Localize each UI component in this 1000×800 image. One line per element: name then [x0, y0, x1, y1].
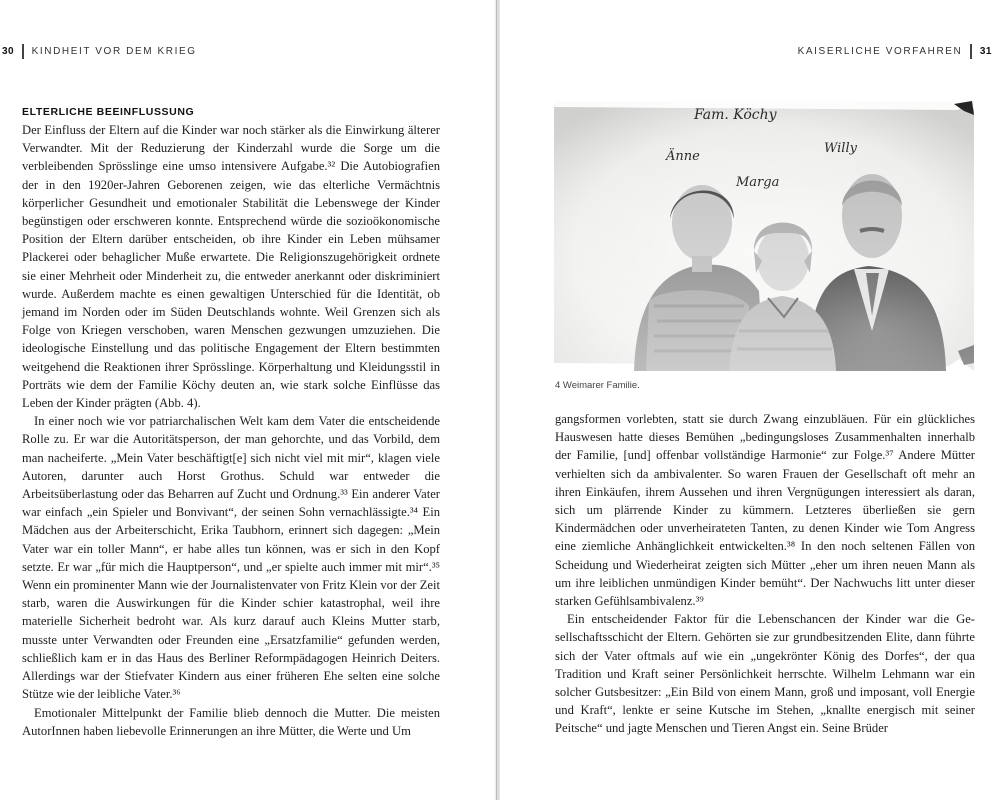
handwritten-label-family: Fam. Köchy [694, 107, 777, 123]
left-page-body [22, 103, 440, 740]
family-photo-image [554, 101, 974, 371]
gutter-line [496, 0, 497, 800]
right-page-header [798, 44, 992, 59]
right-page-body [555, 410, 975, 738]
section-heading: ELTERLICHE BEEINFLUSSUNG [22, 106, 195, 118]
running-title: KINDHEIT VOR DEM KRIEG [31, 46, 197, 57]
left-page-header [2, 44, 197, 59]
page-number: 31 [979, 46, 992, 57]
paragraph: In einer noch wie vor patriarchalischen Welt kam dem Vater die entscheidende Rolle zu. Er war die Autoritätsperson, der man gehorchte, und das Vorbild, dem man nacheiferte. „Mein Vater beschäftigt[e] sich nicht viel mit mir“, klagen viele Autoren, darunter auch Horst Grothus. Schuld war entweder die Arbeitsüberlastung oder das Beharren auf Zucht und Ordnung.³³ Ein anderer Vater war einfach „ein Spieler und Bonvivant“, der seinen Sohn vernachlässigte.³⁴ Ein Mädchen aus der Arbeiterschicht, Erika Taubhorn, erinnert sich dagegen: „Mein Vater war ein toller Mann“, er habe alles tun können, was er sich in den Kopf setzte. Er war „für mich die Hauptperson“, und „er spielte auch immer mit mir“.³⁵ Wenn ein prominenter Mann wie der Journalistenvater von Fritz Klein vor der Zeit starb, waren die Auswirkungen für die Kinder schier katastrophal, weil ihre materielle Sicherheit bedroht war. Als kurz darauf auch Kleins Mutter starb, musste unter Verwandten oder Freunden eine „Ersatzfamilie“ gefunden werden, schließlich kam er in das Haus des Berliner Reformpädagogen Heinrich Deiters. Allerdings war der Stiefvater Kindern aus einer früheren Ehe selten eine solche Stütze wie der leibliche Vater.³⁶ [22, 414, 440, 702]
page-number: 30 [2, 46, 15, 57]
paragraph: gangsformen vorlebten, statt sie durch Zwang einzubläuen. Für ein glückliches Hauswesen hatte dieses Bemühen „bedingungsloses Zusammenhalten innerhalb der Familie, [und] offenbar vollständige Harmonie“ zur Folge.³⁷ Andere Mütter verhielten sich da ambivalenter. So waren Frauen der Gesellschaft oft mehr an ihren Einkäufen, ihrem Aussehen und ihren Vergnügungen interessiert als daran, sich um plärrende Kinder zu kümmern. Letzteres überließen sie gern Kindermädchen oder unverheirateten Tanten, zu denen Kinder wie Tom Angress eine ziemliche Anhänglichkeit entwickelten.³⁸ In den noch seltenen Fällen von Scheidung und Wiederheirat zeigten sich Mütter „eher um ihren neuen Mann als um ihre leiblichen unmündigen Kinder bemüht“. Der Nachwuchs litt unter dieser starken Gefühlsambivalenz.³⁹ [555, 412, 975, 609]
right-page [500, 0, 1000, 800]
handwritten-label-father: Willy [824, 141, 857, 156]
left-page [0, 0, 496, 800]
family-photograph [554, 101, 974, 371]
paragraph: Der Einfluss der Eltern auf die Kinder war noch stärker als die Einwirkung älterer Verwandter. Mit der Reduzierung der Kinderzahl wurde die Sorge um die verbleibenden Sprösslinge eine umso intensivere Aufgabe.³² Die Autobiografien der in den 1920er-Jahren Geborenen zeigen, wie das elterliche Vermächtnis körperlicher Gesundheit und emotionaler Stabilität die Lebenswege der Kinder begünstigen oder erschweren konnte. Entsprechend würde die sozioökonomische Position der Eltern darüber entscheiden, ob ihre Kinder ein Leben mühsamer Plackerei oder behaglicher Muße erwartete. Die Religionszugehörigkeit ordnete sie einer Mehrheit oder Minderheit zu, die entweder anerkannt oder diskriminiert wurde. Außerdem machte es einen gewaltigen Unterschied für die Identität, ob jemand im Norden oder im Süden Deutschlands wohnte. Weil Grenzen sich als Folge von Kriegen verschoben, waren Menschen gezwungen umzuziehen. Die ideologische Einstellung und das politische Engagement der Eltern bestimmten weitgehend die Reaktionen ihrer Sprösslinge. Körperhaltung und Kleidungsstil in Porträts wie dem der Familie Köchy deuten an, wie stark solche Einflüsse das Leben der Kinder prägten (Abb. 4). [22, 123, 440, 411]
figure-caption: 4 Weimarer Familie. [555, 380, 640, 391]
handwritten-label-mother: Änne [666, 149, 700, 164]
handwritten-label-child: Marga [736, 175, 780, 190]
header-separator [970, 44, 972, 59]
paragraph: Emotionaler Mittelpunkt der Familie blieb dennoch die Mutter. Die meisten AutorInnen haben liebevolle Erinnerungen an ihre Mütter, die Werte und Um [22, 705, 440, 738]
paragraph: Ein entscheidender Faktor für die Lebenschancen der Kinder war die Gesellschaftsschicht der Eltern. Gehörten sie zur grundbesitzenden Elite, dann führte sich der Vater oftmals auf wie ein „ungekrönter König des Dorfes“, der qua Tradition und Kraft seiner Persönlichkeit herrschte. Wilhelm Lehmann war ein solcher Gutsbesitzer: „Ein Bild von einem Mann, groß und imposant, voll Energie und Kraft“, lenkte er seine Kutsche im Stehen, „knallte energisch mit seiner Peitsche“ und jagte Menschen und Tieren Angst ein. Seine Brüder [555, 612, 975, 736]
running-title: KAISERLICHE VORFAHREN [797, 46, 963, 57]
header-separator [22, 44, 24, 59]
